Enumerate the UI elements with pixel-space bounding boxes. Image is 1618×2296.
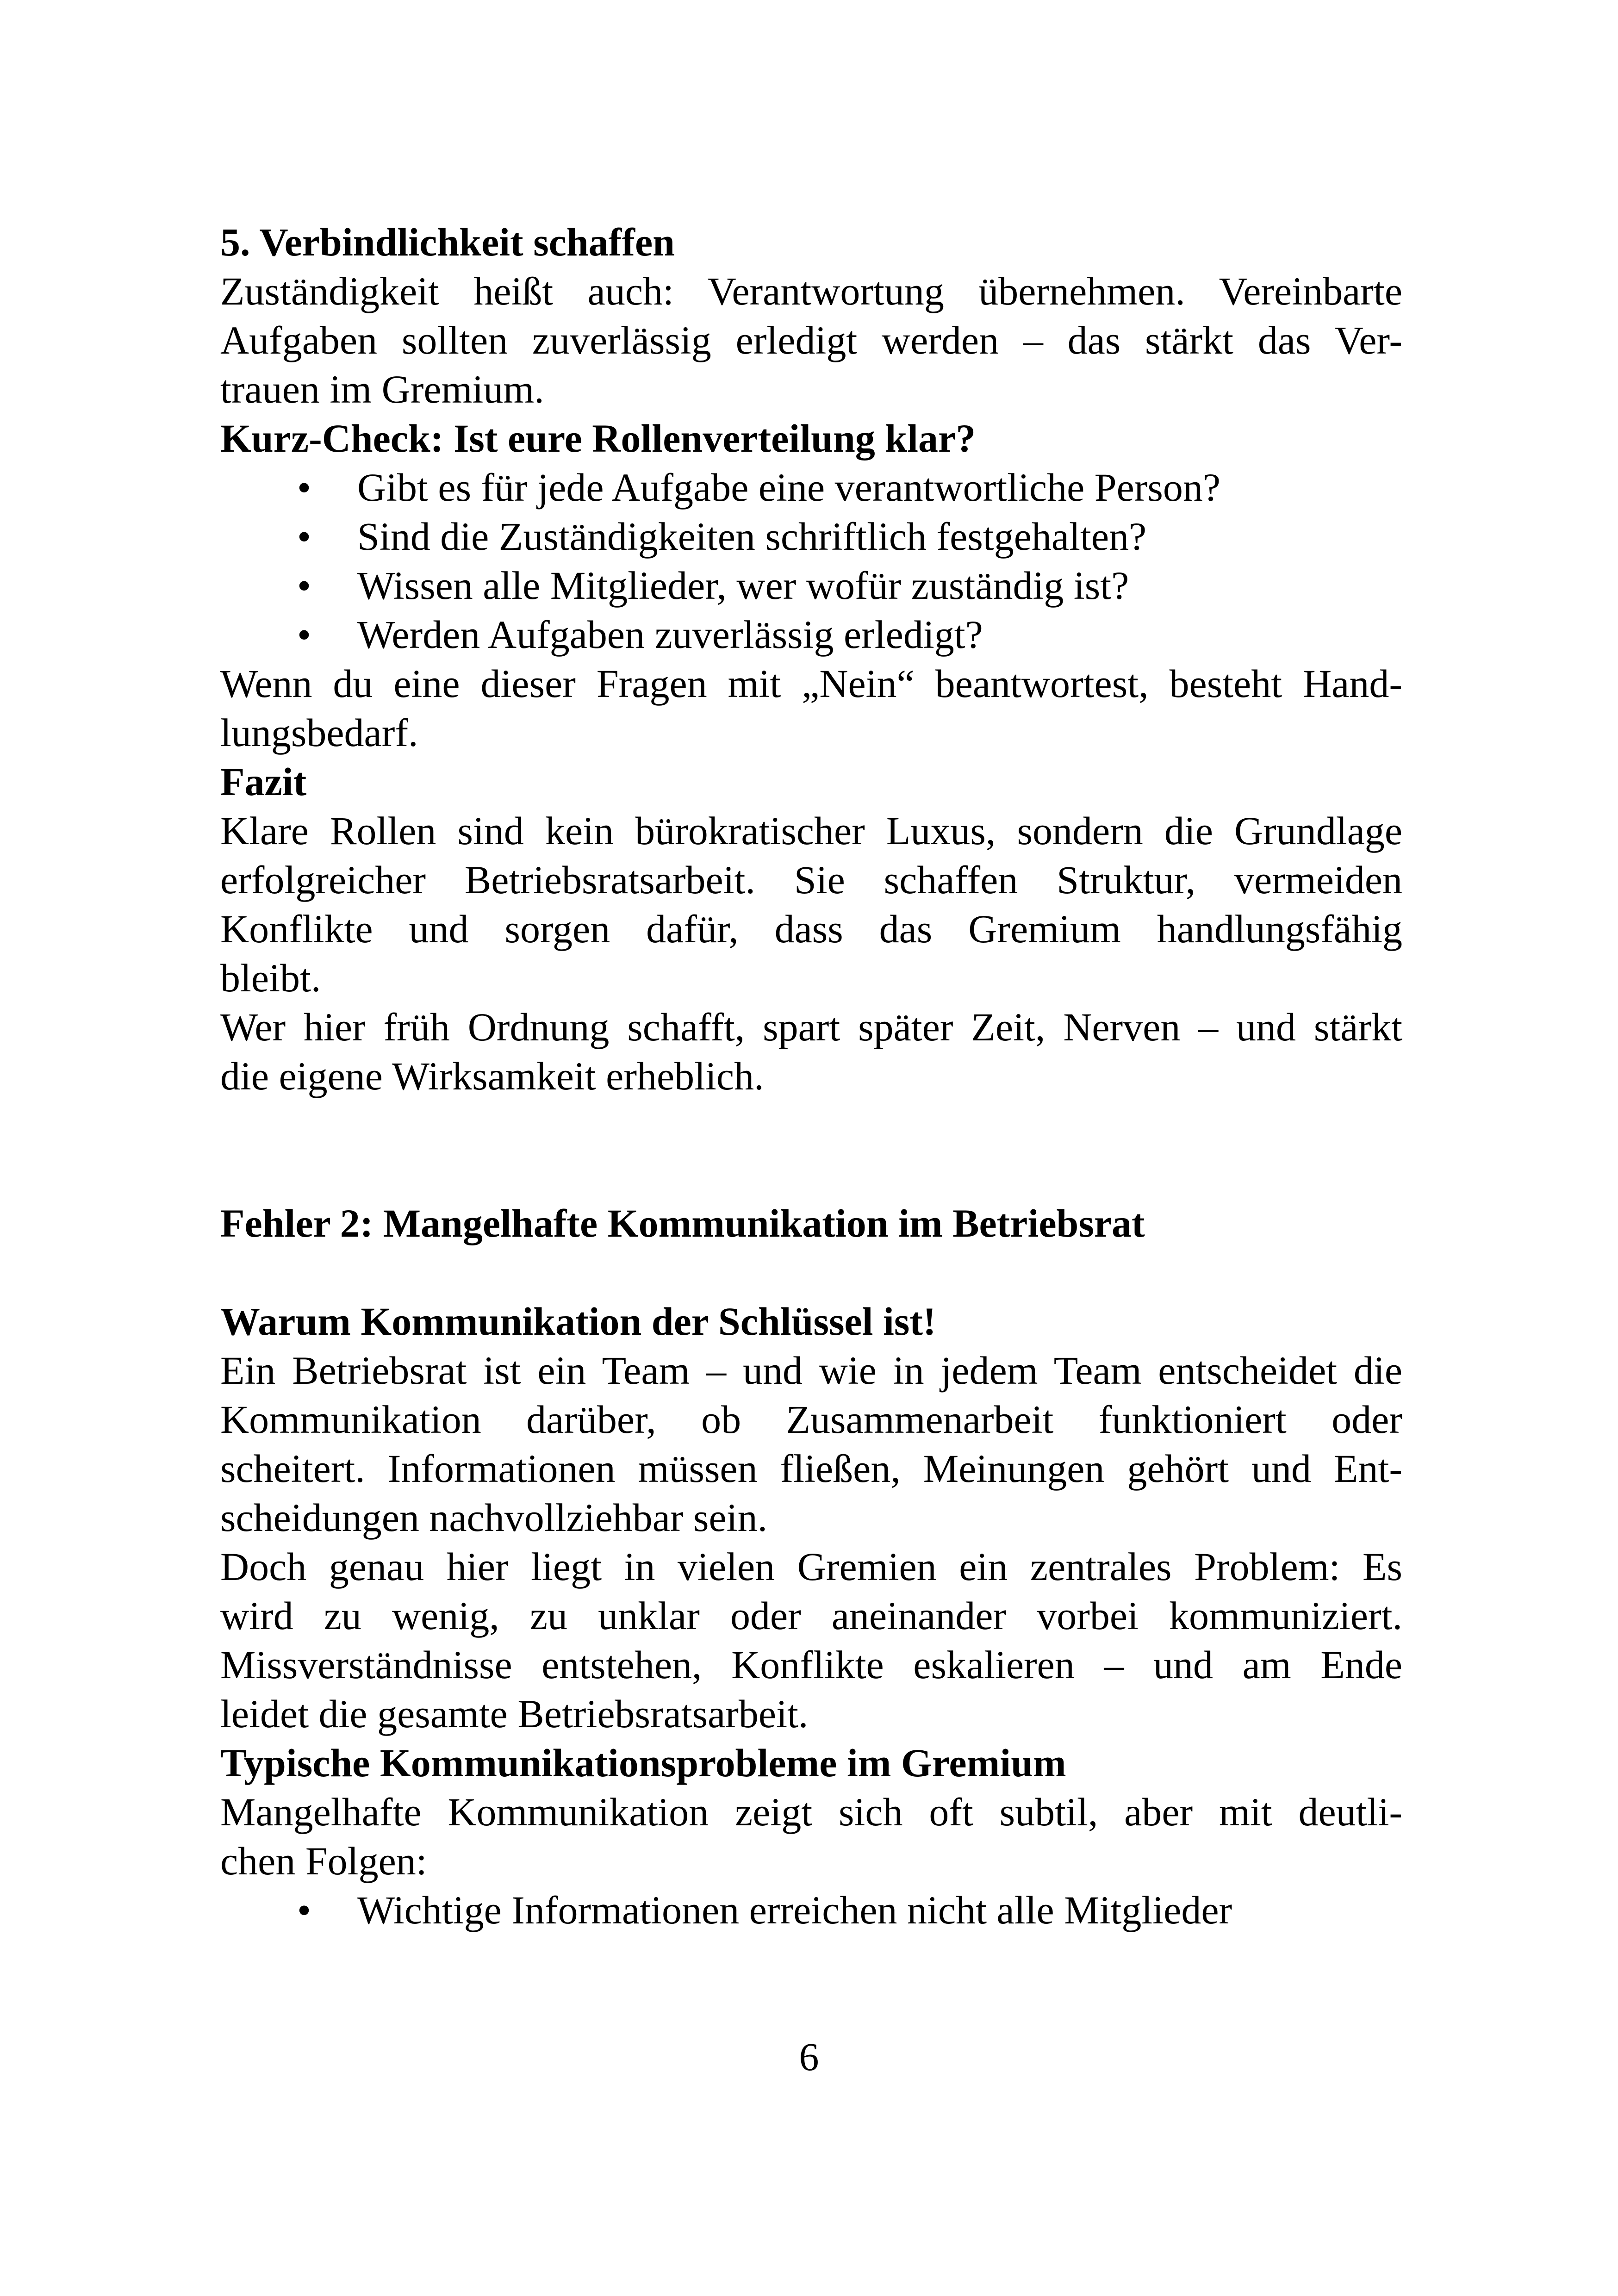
paragraph-line: Ein Betriebsrat ist ein Team – und wie in jedem Team entscheidet die — [220, 1348, 1402, 1393]
bullet-icon: • — [297, 563, 311, 608]
paragraph-line: scheitert. Informationen müssen fließen, Meinungen gehört und Ent- — [220, 1446, 1402, 1491]
spacer — [220, 1101, 1402, 1199]
chapter-title-fehler-2: Fehler 2: Mangelhafte Kommunikation im Betriebsrat — [220, 1201, 1145, 1245]
paragraph-line: Mangelhafte Kommunikation zeigt sich oft subtil, aber mit deutli- — [220, 1790, 1402, 1834]
section-heading-kommunikation: Warum Kommunikation der Schlüssel ist! — [220, 1299, 936, 1344]
section-heading-verbindlichkeit: 5. Verbindlichkeit schaffen — [220, 220, 675, 264]
list-item-text: Gibt es für jede Aufgabe eine verantwortliche Person? — [357, 465, 1221, 510]
paragraph-line: Aufgaben sollten zuverlässig erledigt werden – das stärkt das Ver- — [220, 318, 1402, 362]
check-list — [220, 463, 1402, 659]
paragraph-line: Klare Rollen sind kein bürokratischer Luxus, sondern die Grundlage — [220, 809, 1402, 853]
paragraph-line: lungsbedarf. — [220, 710, 418, 755]
section-heading-kurz-check: Kurz-Check: Ist eure Rollenverteilung klar? — [220, 416, 976, 460]
bullet-icon: • — [297, 465, 311, 510]
section-heading-probleme: Typische Kommunikationsprobleme im Gremium — [220, 1741, 1066, 1785]
paragraph-line: scheidungen nachvollziehbar sein. — [220, 1495, 768, 1540]
list-item-text: Wissen alle Mitglieder, wer wofür zuständig ist? — [357, 563, 1129, 608]
spacer — [220, 1248, 1402, 1297]
list-item — [220, 610, 1402, 659]
paragraph-line: wird zu wenig, zu unklar oder aneinander vorbei kommuniziert. — [220, 1593, 1402, 1638]
paragraph-line: bleibt. — [220, 956, 321, 1000]
section-heading-fazit: Fazit — [220, 759, 307, 804]
paragraph-line: Konflikte und sorgen dafür, dass das Gremium handlungsfähig — [220, 907, 1402, 951]
bullet-icon: • — [297, 1888, 311, 1932]
paragraph-line: Wer hier früh Ordnung schafft, spart später Zeit, Nerven – und stärkt — [220, 1005, 1402, 1049]
paragraph-line: chen Folgen: — [220, 1839, 427, 1883]
paragraph-line: die eigene Wirksamkeit erheblich. — [220, 1054, 764, 1098]
page-content — [220, 218, 1402, 1935]
paragraph-line: Zuständigkeit heißt auch: Verantwortung übernehmen. Vereinbarte — [220, 269, 1402, 313]
paragraph-line: Missverständnisse entstehen, Konflikte eskalieren – und am Ende — [220, 1643, 1402, 1687]
paragraph-line: leidet die gesamte Betriebsratsarbeit. — [220, 1692, 809, 1736]
paragraph-line: Doch genau hier liegt in vielen Gremien ein zentrales Problem: Es — [220, 1544, 1402, 1589]
paragraph-line: erfolgreicher Betriebsratsarbeit. Sie schaffen Struktur, vermeiden — [220, 858, 1402, 902]
page-number: 6 — [799, 2035, 819, 2079]
list-item — [220, 1885, 1402, 1935]
paragraph-line: trauen im Gremium. — [220, 367, 544, 411]
problem-list — [220, 1885, 1402, 1935]
list-item — [220, 463, 1402, 512]
list-item — [220, 561, 1402, 610]
list-item — [220, 512, 1402, 561]
paragraph-line: Wenn du eine dieser Fragen mit „Nein“ beantwortest, besteht Hand- — [220, 661, 1402, 706]
bullet-icon: • — [297, 612, 311, 657]
paragraph-line: Kommunikation darüber, ob Zusammenarbeit funktioniert oder — [220, 1397, 1402, 1442]
bullet-icon: • — [297, 514, 311, 559]
list-item-text: Werden Aufgaben zuverlässig erledigt? — [357, 612, 983, 657]
list-item-text: Wichtige Informationen erreichen nicht alle Mitglieder — [357, 1888, 1232, 1932]
list-item-text: Sind die Zuständigkeiten schriftlich festgehalten? — [357, 514, 1147, 559]
